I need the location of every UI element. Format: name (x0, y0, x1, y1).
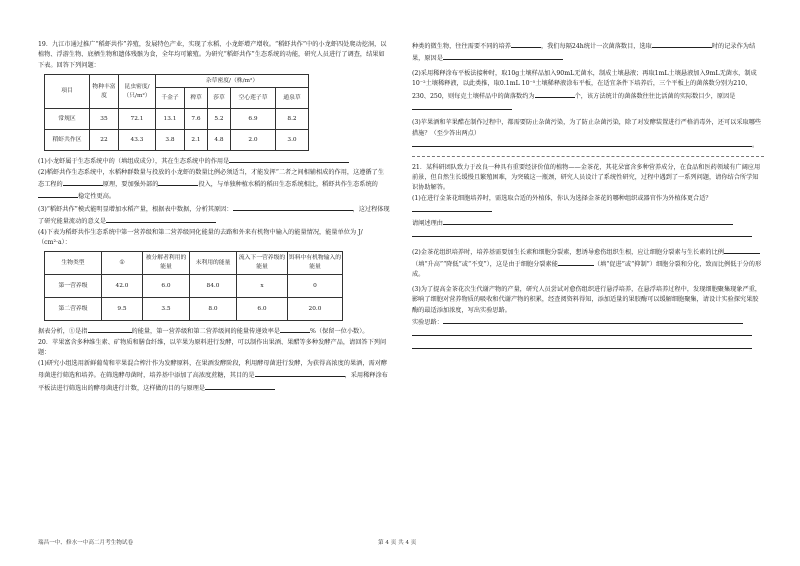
divider (412, 156, 764, 157)
th-weed-4: 空心莲子草 (231, 88, 276, 109)
q20-part3-line: 。 (412, 139, 764, 151)
th-weed-1: 千金子 (156, 88, 185, 109)
footer-left: 瑞昌一中、修水一中高二月考生物试卷 (38, 540, 134, 546)
q21-part1: (1)在进行金茶花细胞培养时，需选取合适的外植体，你认为选择金茶花的哪种组织或器官作为外植体更合适？ (412, 194, 764, 217)
q19-part1: (1)小龙虾属于生态系统中的（填组成成分），其在生态系统中的作用是 (38, 155, 390, 167)
th-richness: 物种丰富度 (90, 75, 119, 109)
footer-page-number: 第 4 页 共 4 页 (378, 540, 417, 546)
q21-part2: (2)金茶花组织培养时，培养基需要加生长素和细胞分裂素，想诱导愈伤组织生根，应让细胞分裂素与生长素的比例（填“升高”“降低”或“不变”），这是由于细胞分裂素能 （填“促进”或“抑制”）细胞分裂和分化，致而比例低于分的形成。 (412, 246, 764, 281)
table-row: 第一营养级 42.0 6.0 84.0 x 0 (45, 275, 343, 298)
table-row: 稻虾共作区 22 43.3 3.8 2.1 4.8 2.0 3.0 (45, 130, 309, 151)
q21-part1-reason: 请阐述理由 (412, 217, 764, 229)
th-item: 项目 (45, 75, 90, 109)
th-weed-3: 莎草 (208, 88, 231, 109)
q20-part3: (3)苹果酒和苹果醋在制作过程中，都需要防止杂菌污染，为了防止杂菌污染，除了对发酵装置进行严格消毒外，还可以采取哪些措施？（至少答出两点） (412, 119, 762, 137)
th-weed-5: 通泉草 (276, 88, 309, 109)
table-row: 常规区 35 72.1 13.1 7.6 5.2 6.9 8.2 (45, 109, 309, 130)
q21-part3-answer: 实验思路： (412, 316, 764, 328)
q19-part4: (4)下表为稻虾共作生态系统中第一营养级和第二营养级同化能量的去路和外来有机物中输入的能量情况，能量单位为 J/（cm²·a）： (38, 228, 363, 247)
q20-part1-cont: 种类的微生物，往往需要不同的培养 ，我们每隔24h统计一次菌落数目，选取 时的记录作为结果，原因是 (412, 40, 764, 65)
q19-part3: (3)“稻虾共作”模式能明显增加水稻产量，根据表中数据，分析其原因： ，这过程体现了研究能量流动的意义是 (38, 203, 390, 228)
q21-intro: 21．某科研团队致力于改良一种具有重要经济价值的植物——金茶花，其花朵富含多种营养成分，在食品和医药领域有广阔应用前景，但自然生长缓慢且繁殖困难，为突破这一瓶颈，研究人员设计了系统性研究，过程中遇到了一系列问题，请你结合所学知识协助解答。 (412, 163, 761, 192)
th-weed-2: 稗草 (185, 88, 208, 109)
left-column (38, 40, 390, 394)
survey-table (44, 74, 309, 151)
q20-intro: 20．苹果富含多种维生素、矿物质和膳食纤维，以苹果为原料进行发酵，可以制作出果酒、果醋等多种发酵产品，请回答下列问题： (38, 338, 387, 357)
right-column (412, 40, 764, 353)
th-insect: 昆虫密度/（只/m²） (119, 75, 156, 109)
th-weed: 杂草密度/（株/m²） (156, 75, 309, 88)
q19-part4-answer: 据表分析，①是指 的能量，第一营养级和第二营养级间的能量传递效率是 %（保留一位小数）。 (38, 325, 390, 337)
q20-part1: (1)研究小组选用新鲜葡萄和苹果混合榨汁作为发酵原料，在果酒发酵阶段，利用酵母菌进行发酵，为获得高浓度的果酒，需对酵母菌进行筛选和培养。在筛选酵母菌时，培养基中添加了高浓度蔗糖，其目的是 ，采用稀释涂布平板法进行筛选出的酵母菌进行计数，这样做的目的与原理是 (38, 359, 388, 392)
q19-intro: 19．九江市通过推广“稻虾共作”养殖，发展特色产业，实现了水稻、小龙虾增产增收。“稻虾共作”中的小龙虾四处爬动挖洞，以植物、浮游生物、底栖生物和遗体残骸为食，全年均可繁殖。为研究“稻虾共作”生态系统的功能，研究人员进行了调查，结果如下表。回答下列问题： (38, 41, 387, 69)
q19-part2: (2)稻虾共作生态系统中，水稻种群数量与投放的小龙虾的数量比例必须适当，才能发挥“二者之间相辅相成的作用，这遵循了生态工程的 原理，要加强外部的 投入，与单独种植水稻的稻田生态系统相比，稻虾共作生态系统的稳定性更高。 (38, 168, 385, 201)
table-row: 第二营养级 9.5 3.5 8.0 6.0 20.0 (45, 298, 343, 321)
q20-part2: (2)采用稀释涂布平板法接种时，取10g土壤样品加入90mL无菌水，制成土壤悬液；再取1mL土壤悬液加入9mL无菌水，制成10⁻²土壤稀释液，以此类推，取0.1mL 10⁻⁵土壤稀释液涂布平板，在适宜条件下培养后，三个平板上的菌落数分别为210、230、250，则每克土壤样品中的菌落数约为 个，该方法统计的菌落数往往比活菌的实际数目少，原因是 (412, 69, 764, 115)
q21-part3: (3)为了提高金茶花次生代谢产物的产量，研究人员尝试对愈伤组织进行悬浮培养，在悬浮培养过程中，发现细胞聚集现象严重，影响了细胞对营养物质的吸收和代谢产物的积累，经查阅资料得知，添加适量的果胶酶可以缓解细胞聚集，请设计实验探究果胶酶的最适添加浓度，写出实验思路。 (412, 285, 762, 314)
energy-table: 生物类型 ① 被分解者利用的能量 未利用的能量 流入下一营养级的能量 饵料中有机物输入的能量 第一营养级 42.0 6.0 84.0 x 0 第二营养级 9.5 3.5 8.0 6.0 20.0 (44, 251, 343, 321)
